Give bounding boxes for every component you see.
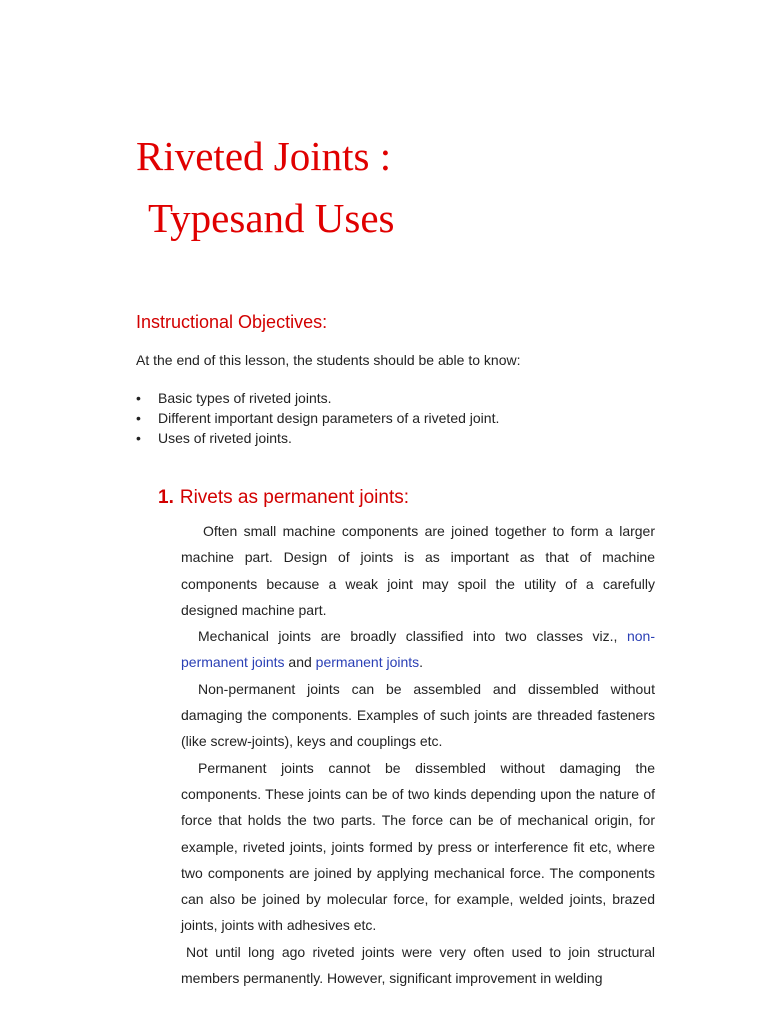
- list-item-text: Uses of riveted joints.: [158, 430, 292, 446]
- list-item: [136, 388, 499, 408]
- paragraph: Often small machine components are joined together to form a larger machine part. Design of joints is as important as that of machine components because a weak joint may spoil the utility of a carefully designed machine part.: [181, 523, 655, 618]
- paragraph: Non-permanent joints can be assembled and dissembled without damaging the components. Examples of such joints are threaded fasteners (like screw-joints), keys and couplings etc.: [181, 680, 655, 750]
- list-item: [136, 428, 499, 448]
- section-heading: [158, 487, 409, 509]
- paragraph-text: and: [284, 654, 316, 671]
- permanent-joints-link[interactable]: permanent joints: [315, 654, 420, 671]
- bullet-icon: •: [136, 390, 141, 406]
- section-number: 1.: [158, 487, 174, 508]
- paragraph-text: .: [419, 654, 424, 671]
- objectives-list: [136, 388, 499, 448]
- objectives-heading: Instructional Objectives:: [136, 312, 328, 332]
- paragraph-text: Mechanical joints are broadly classified into two classes viz.,: [198, 628, 627, 645]
- bullet-icon: •: [136, 410, 141, 426]
- title-line-2: Typesand Uses: [148, 195, 395, 241]
- non-permanent-joints-link[interactable]: non-permanent joints: [181, 628, 655, 671]
- title-line-1: Riveted Joints :: [136, 133, 392, 179]
- paragraph: [181, 623, 655, 676]
- list-item: [136, 408, 499, 428]
- list-item-text: Basic types of riveted joints.: [158, 390, 332, 406]
- bullet-icon: •: [136, 430, 141, 446]
- section-body: [181, 518, 655, 991]
- paragraph: Permanent joints cannot be dissembled without damaging the components. These joints can be of two kinds depending upon the nature of force that holds the two parts. The force can be of mechanical origin, for example, riveted joints, joints formed by press or interference fit etc, where two components are joined by applying mechanical force. The components can also be joined by molecular force, for example, welded joints, brazed joints, joints with adhesives etc.: [181, 759, 655, 934]
- section-title: Rivets as permanent joints:: [179, 487, 410, 508]
- objectives-intro: At the end of this lesson, the students should be able to know:: [136, 352, 521, 368]
- paragraph: Not until long ago riveted joints were very often used to join structural members permanently. However, significant improvement in welding: [181, 943, 655, 987]
- list-item-text: Different important design parameters of a riveted joint.: [158, 410, 500, 426]
